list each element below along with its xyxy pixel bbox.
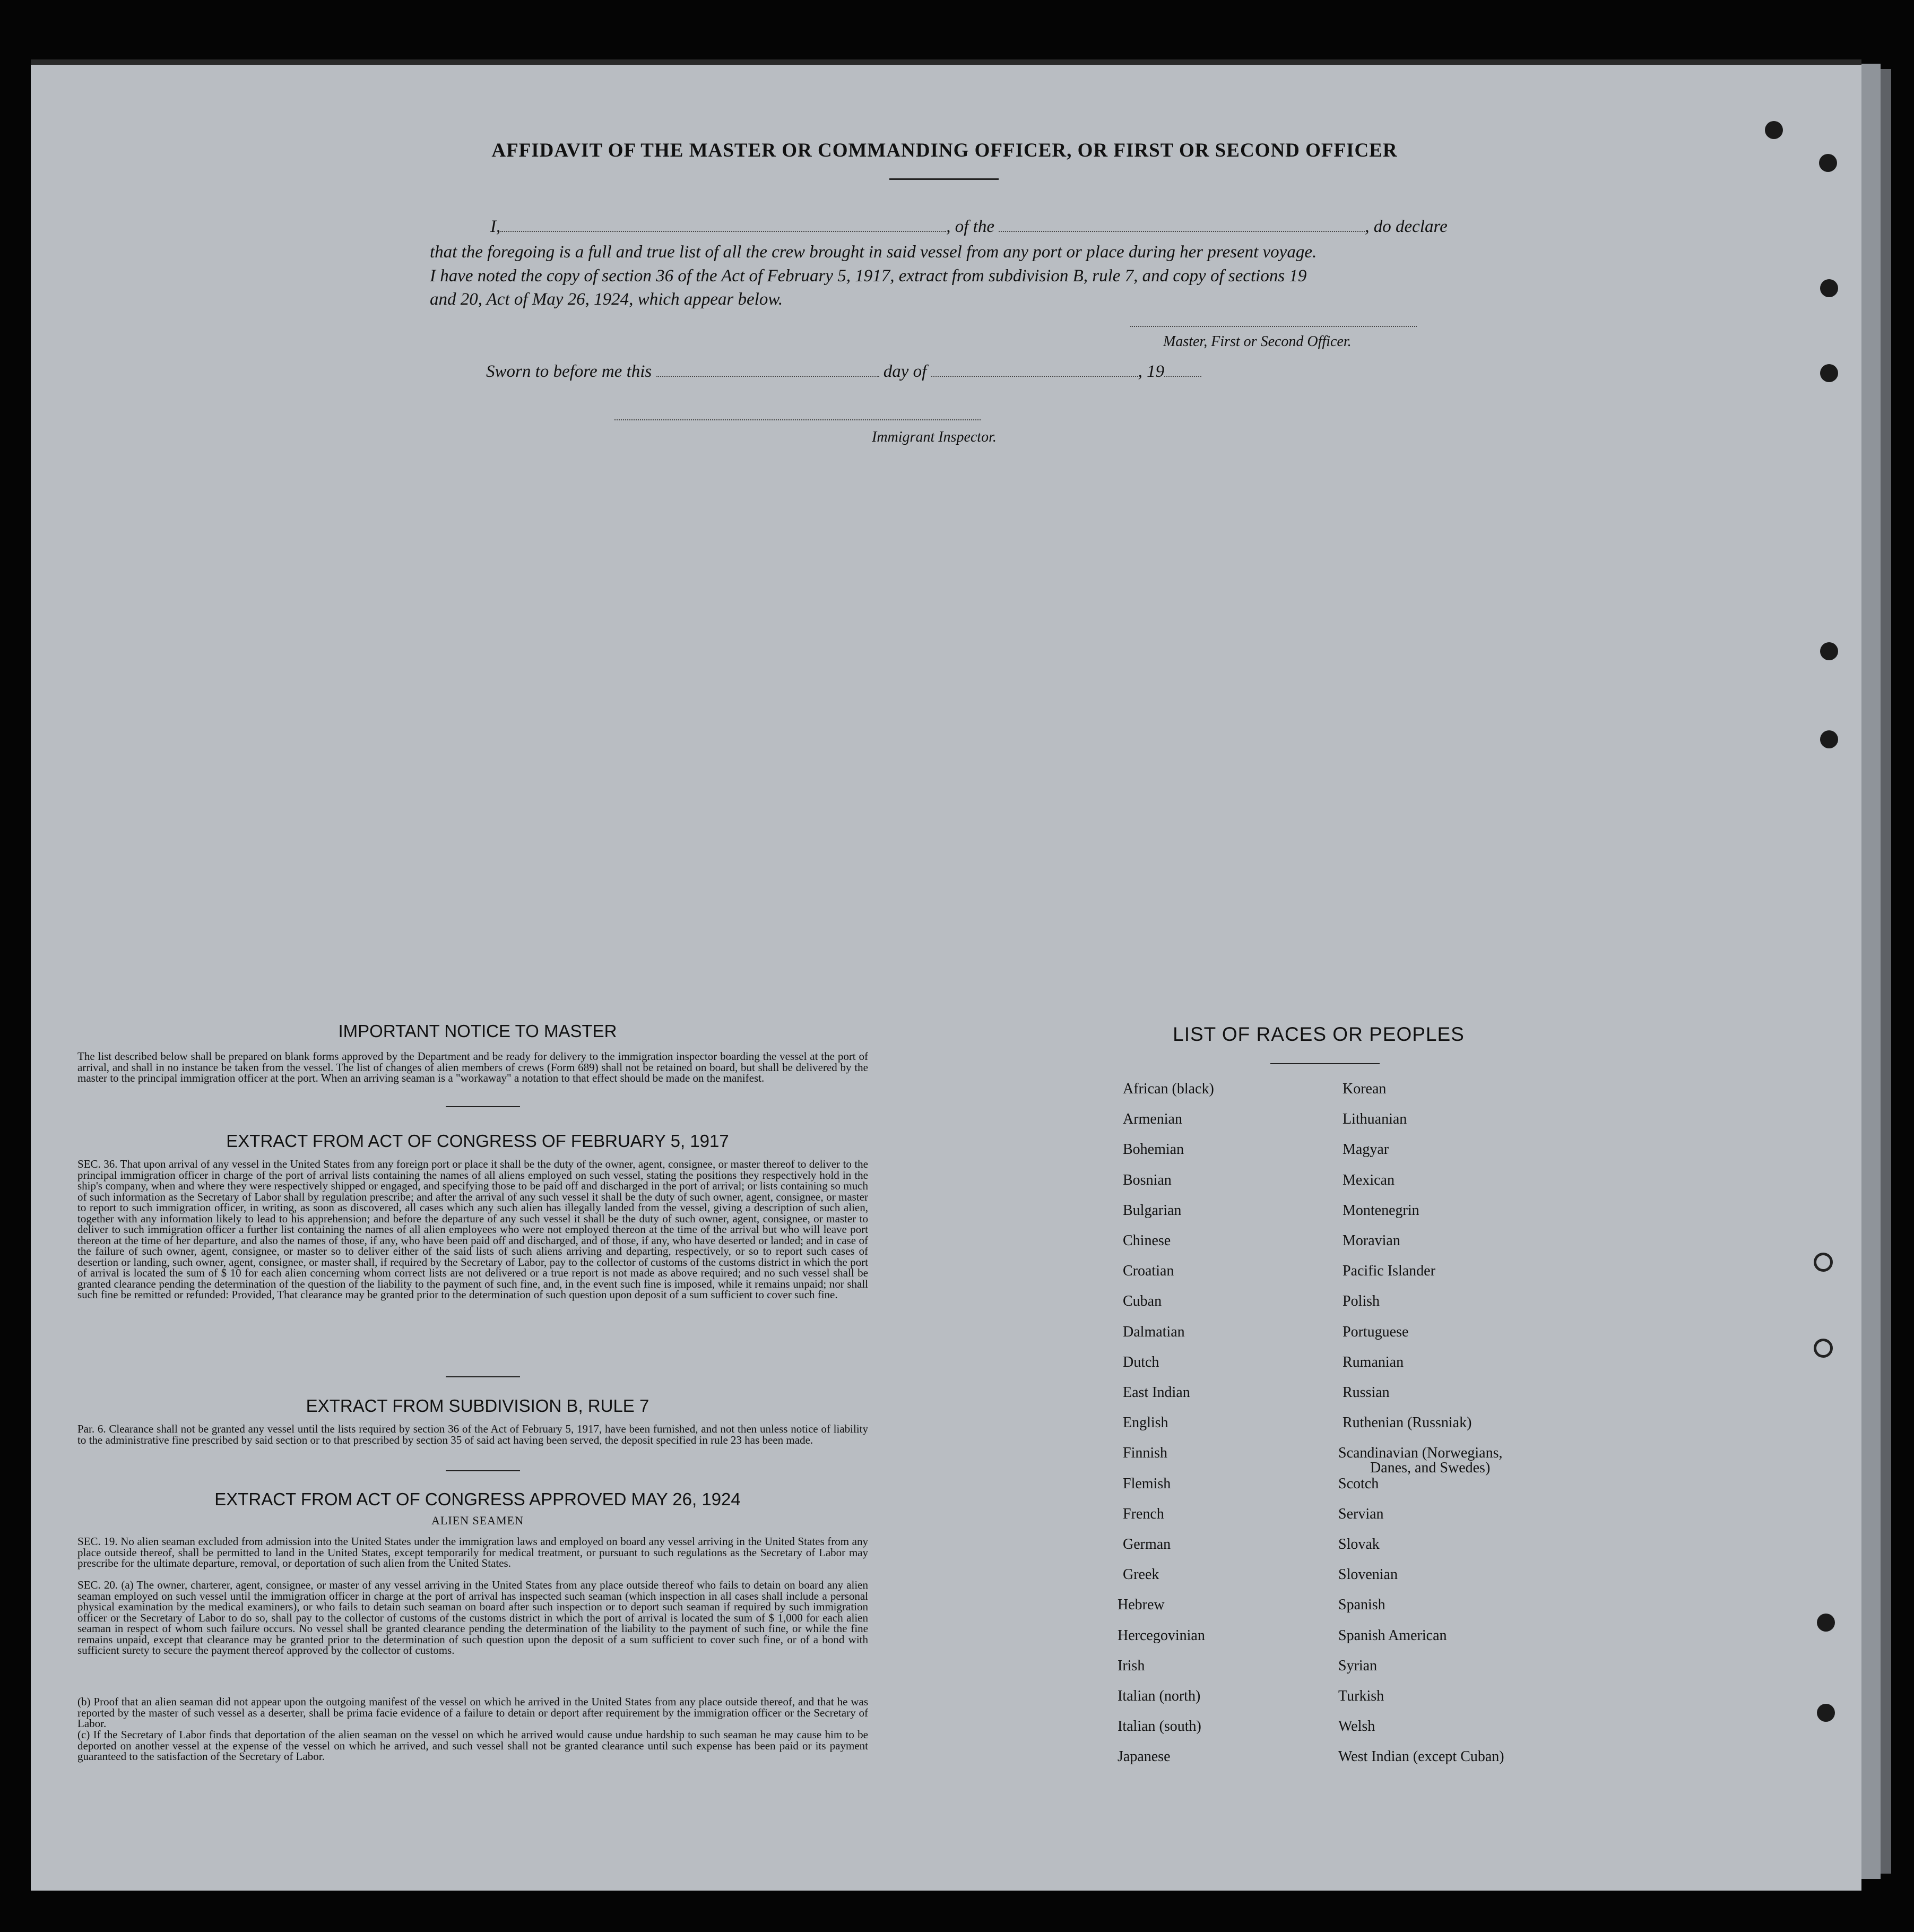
page-edge bbox=[1861, 64, 1881, 1879]
binder-hole-icon bbox=[1814, 1339, 1833, 1358]
extract-1917-text: SEC. 36. That upon arrival of any vessel in the United States from any foreign port or place it shall be the duty of the owner, agent, consignee, or master thereof to deliver to the principal immigration officer in charge of the port of arrival lists containing the names of all aliens employed on such vessel, stating the positions they respectively hold in the ship's company, when and where they were respectively shipped or engaged, and specifying those to be paid off and discharged in the port of arrival; or lists containing so much of such information as the Secretary of Labor shall by regulation prescribe; and after the arrival of any such vessel it shall be the duty of such owner, agent, consignee, or master to report to such immigration officer, in writing, as soon as discovered, all cases which any such alien has illegally landed from the vessel, giving a description of such alien, together with any information likely to lead to his apprehension; and before the departure of any such vessel it shall be the duty of such owner, agent, consignee, or master to deliver to such immigration officer a further list containing the names of all alien employees who were not employed thereon at the time of the arrival but who will leave port thereon at the time of her departure, and also the names of those, if any, who have been paid off and discharged, and of those, if any, who have deserted or landed; and in case of the failure of such owner, agent, consignee, or master so to deliver either of the said lists of such aliens arriving and departing, respectively, or so to report such cases of desertion or landing, such owner, agent, consignee, or master shall, if required by the Secretary of Labor, pay to the collector of customs of the customs district in which the port of arrival is located the sum of $ 10 for each alien concerning whom correct lists are not delivered or a true report is not made as above required; and no such vessel shall be granted clearance pending the determination of the question of the liability to the payment of such fine, and, in the event such fine is imposed, while it remains unpaid; nor shall such fine be remitted or refunded: Provided, That clearance may be granted prior to the determination of such question upon deposit of a sum sufficient to cover such fine. bbox=[77, 1158, 868, 1301]
race-item-left: Japanese bbox=[1118, 1748, 1171, 1765]
binder-hole-icon bbox=[1819, 154, 1837, 172]
sec-20b-text: (b) Proof that an alien seaman did not appear upon the outgoing manifest of the vessel on which he arrived in the United States from any place outside thereof, and that he was reported by the master of such vessel as a deserter, shall be prima facie evidence of a failure to detain or deport after requirement by the immigration officer or the Secretary of Labor. bbox=[77, 1695, 868, 1730]
race-item-left: Croatian bbox=[1123, 1263, 1174, 1280]
notice-divider bbox=[446, 1106, 520, 1107]
race-item-left: Irish bbox=[1118, 1657, 1145, 1674]
affidavit-line-1 bbox=[490, 214, 1448, 239]
race-item-right: Spanish American bbox=[1338, 1627, 1447, 1644]
race-item-left: Italian (south) bbox=[1118, 1718, 1201, 1735]
sworn-year-blank bbox=[1164, 360, 1201, 377]
affidavit-line-4: and 20, Act of May 26, 1924, which appear below. bbox=[430, 290, 783, 309]
race-item-left: Bulgarian bbox=[1123, 1202, 1182, 1219]
race-item-right: Servian bbox=[1338, 1505, 1384, 1522]
race-item-left: Bohemian bbox=[1123, 1141, 1184, 1158]
race-item-right: Portuguese bbox=[1343, 1323, 1409, 1340]
race-item-right: Mexican bbox=[1343, 1171, 1395, 1188]
affidavit-line-2: that the foregoing is a full and true list of all the crew brought in said vessel from any port or place during her present voyage. bbox=[430, 243, 1317, 262]
race-item-right: Moravian bbox=[1343, 1232, 1400, 1249]
race-item-right: Turkish bbox=[1338, 1688, 1384, 1704]
title-divider bbox=[889, 178, 999, 180]
binder-hole-icon bbox=[1820, 364, 1838, 382]
extract-1924-heading: EXTRACT FROM ACT OF CONGRESS APPROVED MAY 26, 1924 bbox=[214, 1489, 741, 1509]
race-item-right: Lithuanian bbox=[1343, 1111, 1407, 1128]
race-item-right: Spanish bbox=[1338, 1597, 1385, 1614]
race-item-left: Italian (north) bbox=[1118, 1688, 1201, 1704]
master-signature-line bbox=[1130, 326, 1417, 327]
binder-hole-icon bbox=[1820, 279, 1838, 297]
race-item-right: Polish bbox=[1343, 1293, 1380, 1310]
race-item-right: Welsh bbox=[1338, 1718, 1375, 1735]
race-item-right: West Indian (except Cuban) bbox=[1338, 1748, 1504, 1765]
race-item-left: Bosnian bbox=[1123, 1171, 1172, 1188]
binder-hole-icon bbox=[1814, 1253, 1833, 1272]
affidavit-i: I, bbox=[490, 217, 501, 236]
race-item-right: Russian bbox=[1343, 1384, 1390, 1401]
binder-hole-icon bbox=[1820, 730, 1838, 748]
race-item-left: Chinese bbox=[1123, 1232, 1171, 1249]
race-item-left: English bbox=[1123, 1414, 1168, 1431]
binder-hole-icon bbox=[1817, 1704, 1835, 1722]
page-edge-shadow bbox=[1881, 69, 1891, 1874]
binder-hole-icon bbox=[1817, 1614, 1835, 1632]
race-item-right: Scandinavian (Norwegians, bbox=[1338, 1445, 1503, 1462]
races-heading: LIST OF RACES OR PEOPLES bbox=[1173, 1023, 1465, 1045]
race-item-left: Finnish bbox=[1123, 1445, 1168, 1462]
race-item-left: East Indian bbox=[1123, 1384, 1190, 1401]
inspector-signature-line bbox=[614, 419, 981, 420]
binder-hole-icon bbox=[1820, 642, 1838, 660]
sworn-year: , 19 bbox=[1138, 362, 1165, 381]
sworn-day-blank bbox=[656, 360, 879, 377]
race-item-right: Slovak bbox=[1338, 1536, 1380, 1552]
affidavit-of-the: , of the bbox=[946, 217, 994, 236]
sworn-day-of: day of bbox=[883, 362, 927, 381]
race-item-left: Dalmatian bbox=[1123, 1323, 1185, 1340]
race-item-right: Ruthenian (Russniak) bbox=[1343, 1414, 1472, 1431]
race-item-right: Pacific Islander bbox=[1343, 1263, 1435, 1280]
sworn-line bbox=[486, 359, 1201, 384]
sec-19-text: SEC. 19. No alien seaman excluded from admission into the United States under the immigration laws and employed on board any vessel arriving in the United States from any place outside thereof, shall be permitted to land in the United States, except temporarily for medical treatment, or pursuant to such regulations as the Secretary of Labor may prescribe for the ultimate departure, removal, or deportation of such alien from the United States. bbox=[77, 1535, 868, 1569]
subdivision-b-heading: EXTRACT FROM SUBDIVISION B, RULE 7 bbox=[306, 1396, 649, 1416]
race-item-left: Hercegovinian bbox=[1118, 1627, 1205, 1644]
sworn-text: Sworn to before me this bbox=[486, 362, 652, 381]
subdivision-b-divider bbox=[446, 1470, 520, 1471]
extract-1917-divider bbox=[446, 1376, 520, 1377]
race-item-right-continuation: Danes, and Swedes) bbox=[1370, 1460, 1491, 1477]
name-blank bbox=[500, 215, 946, 232]
race-item-right: Rumanian bbox=[1343, 1353, 1404, 1370]
alien-seamen-subheading: ALIEN SEAMEN bbox=[431, 1514, 524, 1527]
race-item-right: Korean bbox=[1343, 1081, 1387, 1097]
race-item-right: Montenegrin bbox=[1343, 1202, 1419, 1219]
subdivision-b-text: Par. 6. Clearance shall not be granted any vessel until the lists required by section 36 of the Act of February 5, 1917, have been furnished, and not then unless notice of liability to the administrative fine prescribed by said section or to that prescribed by section 35 of said act having been served, the deposit specified in rule 23 has been made. bbox=[77, 1422, 868, 1446]
sec-20a-text: SEC. 20. (a) The owner, charterer, agent, consignee, or master of any vessel arriving in the United States from any place outside thereof who fails to detain on board any alien seaman employed on such vessel until the immigration officer in charge at the port of arrival has inspected such seaman (which inspection in all cases shall include a personal physical examination by the medical examiners), or who fails to detain such seaman on board after such inspection or to deport such seaman if required by such immigration officer or the Secretary of Labor to do so, shall pay to the collector of customs of the customs district in which the port of arrival is located the sum of $ 1,000 for each alien seaman in respect of whom such failure occurs. No vessel shall be granted clearance pending the determination of the liability to the payment of such fine, or while the fine remains unpaid, except that clearance may be granted prior to the determination of such question upon the deposit of a sum sufficient to cover such fine, or of a bond with sufficient surety to secure the payment thereof approved by the collector of customs. bbox=[77, 1579, 868, 1657]
race-item-left: Hebrew bbox=[1118, 1597, 1165, 1614]
affidavit-declare: , do declare bbox=[1365, 217, 1448, 236]
inspector-caption: Immigrant Inspector. bbox=[872, 429, 997, 445]
vessel-blank bbox=[999, 215, 1365, 232]
master-signature-caption: Master, First or Second Officer. bbox=[1163, 333, 1352, 350]
races-divider bbox=[1270, 1063, 1380, 1064]
notice-text: The list described below shall be prepared on blank forms approved by the Department and be ready for delivery to the immigration inspector boarding the vessel at the port of arrival, and shall in no instance be taken from the vessel. The list of changes of alien members of crews (Form 689) shall not be retained on board, but shall be delivered by the master to the principal immigration officer at the port. When an arriving seaman is a "workaway" a notation to that effect should be made on the manifest. bbox=[77, 1050, 868, 1084]
race-item-right: Slovenian bbox=[1338, 1566, 1398, 1583]
sworn-month-blank bbox=[931, 360, 1138, 377]
extract-1917-heading: EXTRACT FROM ACT OF CONGRESS OF FEBRUARY 5, 1917 bbox=[226, 1131, 729, 1151]
race-item-left: Armenian bbox=[1123, 1111, 1182, 1128]
race-item-left: Cuban bbox=[1123, 1293, 1162, 1310]
race-item-left: African (black) bbox=[1123, 1081, 1214, 1097]
affidavit-line-3: I have noted the copy of section 36 of the Act of February 5, 1917, extract from subdivision B, rule 7, and copy of sections 19 bbox=[430, 266, 1307, 286]
notice-heading: IMPORTANT NOTICE TO MASTER bbox=[338, 1021, 617, 1041]
race-item-left: French bbox=[1123, 1505, 1164, 1522]
sec-20c-text: (c) If the Secretary of Labor finds that deportation of the alien seaman on the vessel on which he arrived would cause undue hardship to such seaman he may cause him to be deported on another vessel at the expense of the vessel on which he arrived, and such vessel shall not be granted clearance until such expense has been paid or its payment guaranteed to the satisfaction of the Secretary of Labor. bbox=[77, 1728, 868, 1763]
race-item-right: Syrian bbox=[1338, 1657, 1378, 1674]
race-item-right: Magyar bbox=[1343, 1141, 1389, 1158]
race-item-left: Dutch bbox=[1123, 1353, 1159, 1370]
affidavit-title: AFFIDAVIT OF THE MASTER OR COMMANDING OFFICER, OR FIRST OR SECOND OFFICER bbox=[491, 140, 1398, 161]
binder-hole-icon bbox=[1765, 121, 1783, 139]
race-item-left: Flemish bbox=[1123, 1475, 1171, 1492]
race-item-left: German bbox=[1123, 1536, 1171, 1552]
race-item-right: Scotch bbox=[1338, 1475, 1379, 1492]
race-item-left: Greek bbox=[1123, 1566, 1159, 1583]
